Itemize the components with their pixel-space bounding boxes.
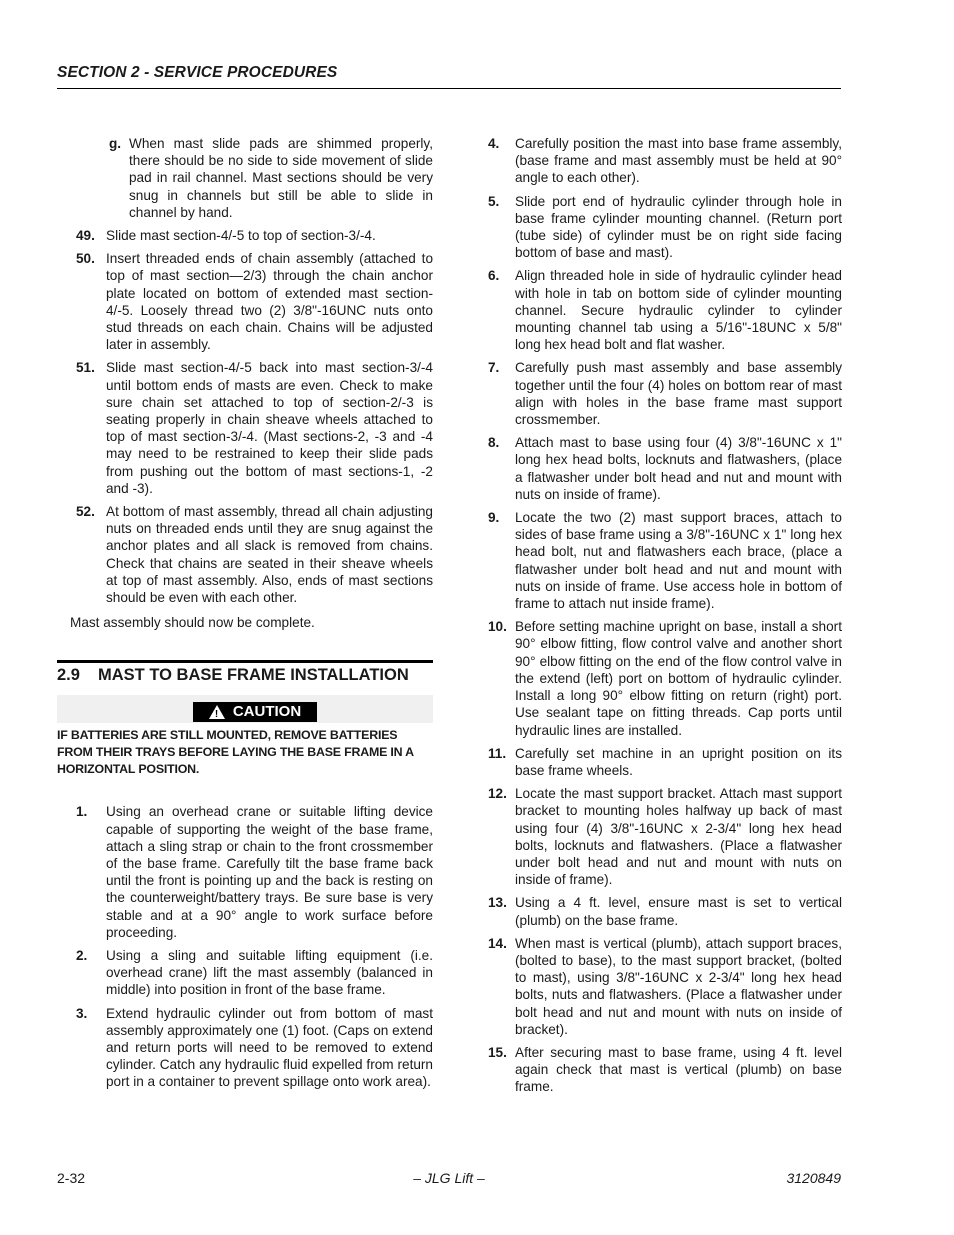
page-header — [57, 64, 841, 82]
step-6 — [482, 267, 842, 353]
step-text: Using a sling and suitable lifting equipment (i.e. overhead crane) lift the mast assembly (balanced in middle) into position in front of the base frame. — [106, 947, 433, 998]
step-text: Slide mast section-4/-5 back into mast section-3/-4 until bottom ends of masts are even. Check to make sure chain set attached to top of section-2/-3 is seating properly in chain sheave wheels attached to top of mast section-3/-4. (Mast sections-2, -3 and -4 may need to be restrained to keep their slide pads from pushing out the bottom of mast sections-1, -2 and -3). — [106, 360, 433, 496]
warning-triangle-icon — [209, 705, 225, 719]
sub-step-text: When mast slide pads are shimmed properly, there should be no side to side movement of slide pad in rail channel. Mast sections should be very snug in channels but still be able to slide in channel by hand. — [129, 136, 433, 220]
step-number: 9. — [488, 510, 500, 526]
section-header-title: SECTION 2 - SERVICE PROCEDURES — [57, 64, 338, 81]
footer-brand: – JLG Lift – — [413, 1170, 485, 1186]
step-text: Slide port end of hydraulic cylinder through hole in base frame cylinder mounting channel. (Return port (tube side) of cylinder must be on right side facing bottom of base and mast). — [515, 193, 842, 261]
section-title: MAST TO BASE FRAME INSTALLATION — [98, 666, 409, 685]
step-number: 51. — [76, 360, 95, 376]
step-13 — [482, 894, 842, 928]
section-heading — [57, 667, 433, 684]
step-1 — [57, 803, 433, 941]
closing-paragraph: Mast assembly should now be complete. — [70, 615, 315, 631]
step-number: 3. — [76, 1005, 88, 1021]
sub-step-g — [57, 135, 433, 221]
step-text: Using an overhead crane or suitable lifting device capable of supporting the weight of the base frame, attach a sling strap or chain to the front crossmember of the base frame. Carefully tilt the base frame back until the front is pointing up and the back is resting on the counterweight/battery trays. Be sure base is very stable and at a 90° angle to work surface before proceeding. — [106, 804, 433, 940]
step-10 — [482, 618, 842, 738]
step-number: 12. — [488, 786, 507, 802]
step-text: Using a 4 ft. level, ensure mast is set to vertical (plumb) on the base frame. — [515, 895, 842, 928]
step-text: Carefully set machine in an upright position on its base frame wheels. — [515, 745, 842, 778]
step-5 — [482, 193, 842, 262]
step-8 — [482, 434, 842, 503]
step-number: 11. — [488, 745, 507, 761]
step-text: When mast is vertical (plumb), attach support braces, (bolted to base), to the mast support bracket, (bolted to mast), using 3/8"-16UNC x 2-3/4" long hex head bolts, nuts and flatwashers. (Place a flatwasher under bolt head and nut and mount with nuts on inside of bracket). — [515, 935, 842, 1037]
step-number: 6. — [488, 268, 500, 284]
step-text: Before setting machine upright on base, install a short 90° elbow fitting, flow control valve and another short 90° elbow fitting on the end of the flow control valve in the extend (left) port on bottom of hydraulic cylinder. Install a long 90° elbow fitting on return (right) port. Use sealant tape on fitting threads. Cap ports until hydraulic lines are installed. — [515, 619, 842, 738]
step-7 — [482, 359, 842, 428]
step-text: After securing mast to base frame, using 4 ft. level again check that mast is vertical (plumb) on base frame. — [515, 1044, 842, 1095]
step-text: Align threaded hole in side of hydraulic cylinder head with hole in tab on bottom side of cylinder mounting channel. Secure hydraulic cylinder to cylinder mounting channel tab using a 5/16"-18UNC x 5/8" long hex head bolt and flat washer. — [515, 268, 842, 353]
left-steps — [57, 803, 433, 1090]
sub-step-label: g. — [109, 136, 122, 151]
step-number: 1. — [76, 804, 88, 820]
caution-label: CAUTION — [232, 703, 302, 721]
step-11 — [482, 745, 842, 779]
left-column — [57, 135, 433, 1097]
caution-banner — [57, 695, 433, 723]
step-text: Slide mast section-4/-5 to top of section-3/-4. — [106, 228, 376, 244]
step-text: Carefully position the mast into base frame assembly, (base frame and mast assembly must be held at 90° angle to each other). — [515, 136, 842, 186]
step-51 — [57, 359, 433, 497]
step-number: 2. — [76, 947, 88, 963]
step-text: Locate the two (2) mast support braces, attach to sides of base frame using a 3/8"-16UNC x 1" long hex head bolt, nut and flatwashers each brace, (place a flatwasher under bolt head and nut and mount with nuts on inside of frame. Use access hole in bottom of frame to attach nut inside frame). — [515, 510, 842, 612]
step-text: Locate the mast support bracket. Attach mast support bracket to mounting holes halfway up back of mast using four (4) 3/8"-16UNC x 2-3/4" long hex head bolts, locknuts and flatwashers. (Place a flatwasher under bolt head and nut and mount with nuts on inside of frame). — [515, 786, 842, 888]
step-14 — [482, 935, 842, 1038]
step-12 — [482, 785, 842, 888]
step-text: Carefully push mast assembly and base assembly together until the four (4) holes on bottom rear of mast align with holes in the base frame mast support crossmember. — [515, 360, 842, 428]
step-number: 5. — [488, 193, 500, 209]
caution-text: IF BATTERIES ARE STILL MOUNTED, REMOVE BATTERIES FROM THEIR TRAYS BEFORE LAYING THE BASE FRAME IN A HORIZONTAL POSITION. — [57, 727, 414, 777]
step-50 — [57, 250, 433, 353]
header-rule — [57, 88, 841, 89]
step-text: Insert threaded ends of chain assembly (attached to top of mast section—2/3) through the chain anchor plate located on bottom of extended mast section-4/-5. Loosely thread two (2) 3/8"-16UNC nuts onto stud threads on each chain. Chains will be adjusted later in assembly. — [106, 251, 433, 353]
step-number: 8. — [488, 435, 500, 451]
step-number: 49. — [76, 228, 95, 244]
step-4 — [482, 135, 842, 187]
step-number: 50. — [76, 251, 95, 267]
step-number: 4. — [488, 136, 500, 151]
step-2 — [57, 947, 433, 999]
document-number: 3120849 — [786, 1170, 841, 1186]
step-number: 10. — [488, 619, 507, 635]
step-text: Attach mast to base using four (4) 3/8"-16UNC x 1" long hex head bolts, locknuts and flatwashers, (place a flatwasher under bolt head and nut and mount with nuts on inside of frame). — [515, 435, 842, 502]
step-number: 14. — [488, 935, 507, 951]
step-number: 13. — [488, 895, 507, 911]
step-3 — [57, 1005, 433, 1091]
step-49 — [57, 227, 433, 244]
page-number: 2-32 — [57, 1170, 86, 1186]
step-number: 52. — [76, 504, 95, 520]
step-number: 7. — [488, 360, 500, 376]
section-rule — [57, 660, 433, 663]
step-52 — [57, 503, 433, 606]
step-15 — [482, 1044, 842, 1096]
section-number: 2.9 — [57, 666, 80, 685]
step-text: Extend hydraulic cylinder out from bottom of mast assembly approximately one (1) foot. (Caps on extend and return ports will need to be removed to extend cylinder. Catch any hydraulic fluid expelled from return port in a container to prevent spillage onto work area). — [106, 1005, 433, 1090]
right-column — [482, 135, 842, 1102]
caution-badge — [193, 702, 317, 722]
step-9 — [482, 509, 842, 612]
step-text: At bottom of mast assembly, thread all chain adjusting nuts on threaded ends until they are snug against the anchor plates and all slack is removed from chains. Check that chains are seated in their sheave wheels at top of mast assembly. Also, ends of mast sections should be even with each other. — [106, 504, 433, 606]
step-number: 15. — [488, 1044, 507, 1060]
